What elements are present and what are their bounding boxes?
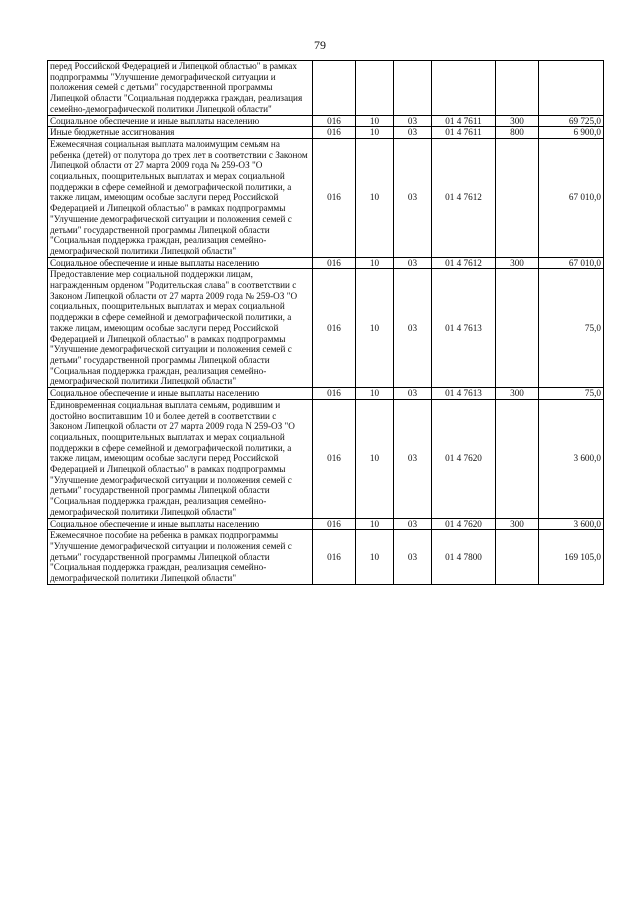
subsection-code-cell: 03: [394, 138, 432, 257]
ministry-code-cell: 016: [313, 138, 356, 257]
amount-cell: 75,0: [539, 388, 604, 400]
table-row: [48, 257, 604, 269]
expense-type-cell: 300: [496, 257, 539, 269]
row-name-cell: Социальное обеспечение и иные выплаты населению: [48, 518, 313, 530]
subsection-code-cell: 03: [394, 115, 432, 127]
expense-type-cell: [496, 138, 539, 257]
target-article-cell: [432, 61, 496, 116]
table-row: [48, 530, 604, 585]
expense-type-cell: [496, 61, 539, 116]
subsection-code-cell: 03: [394, 269, 432, 388]
ministry-code-cell: 016: [313, 115, 356, 127]
target-article-cell: 01 4 7612: [432, 138, 496, 257]
table-row: [48, 61, 604, 116]
ministry-code-cell: 016: [313, 269, 356, 388]
subsection-code-cell: [394, 61, 432, 116]
table-row: [48, 127, 604, 139]
table-row: [48, 388, 604, 400]
amount-cell: 69 725,0: [539, 115, 604, 127]
row-name-cell: Предоставление мер социальной поддержки лицам, награжденным орденом "Родительская слава" в соответствии с Законом Липецкой области от 27 марта 2009 года № 259-ОЗ "О социальных, поощрительных выплатах и мерах социальной поддержки в сфере семейной и демографической политики, а также лицам, имеющим особые заслуги перед Российской Федерацией и Липецкой областью" в рамках подпрограммы "Улучшение демографической ситуации и положения семей с детьми" государственной программы Липецкой области "Социальная поддержка граждан, реализация семейно-демографической политики Липецкой области": [48, 269, 313, 388]
expense-type-cell: [496, 399, 539, 518]
section-code-cell: 10: [356, 127, 394, 139]
target-article-cell: 01 4 7620: [432, 399, 496, 518]
ministry-code-cell: 016: [313, 399, 356, 518]
row-name-cell: Социальное обеспечение и иные выплаты населению: [48, 388, 313, 400]
expense-type-cell: 300: [496, 518, 539, 530]
section-code-cell: 10: [356, 518, 394, 530]
target-article-cell: 01 4 7613: [432, 269, 496, 388]
section-code-cell: 10: [356, 257, 394, 269]
row-name-cell: Ежемесячное пособие на ребенка в рамках подпрограммы "Улучшение демографической ситуации и положения семей с детьми" государственной программы Липецкой области "Социальная поддержка граждан, реализация семейно-демографической политики Липецкой области": [48, 530, 313, 585]
page-number: 79: [314, 38, 326, 52]
ministry-code-cell: [313, 61, 356, 116]
expense-type-cell: 300: [496, 115, 539, 127]
subsection-code-cell: 03: [394, 518, 432, 530]
amount-cell: 67 010,0: [539, 138, 604, 257]
target-article-cell: 01 4 7620: [432, 518, 496, 530]
table-row: [48, 518, 604, 530]
ministry-code-cell: 016: [313, 518, 356, 530]
expense-type-cell: [496, 530, 539, 585]
amount-cell: 3 600,0: [539, 399, 604, 518]
target-article-cell: 01 4 7613: [432, 388, 496, 400]
target-article-cell: 01 4 7800: [432, 530, 496, 585]
section-code-cell: 10: [356, 399, 394, 518]
section-code-cell: 10: [356, 388, 394, 400]
amount-cell: 169 105,0: [539, 530, 604, 585]
ministry-code-cell: 016: [313, 127, 356, 139]
row-name-cell: Социальное обеспечение и иные выплаты населению: [48, 115, 313, 127]
ministry-code-cell: 016: [313, 388, 356, 400]
target-article-cell: 01 4 7611: [432, 115, 496, 127]
row-name-cell: перед Российской Федерацией и Липецкой областью" в рамках подпрограммы "Улучшение демографической ситуации и положения семей с детьми" государственной программы Липецкой области "Социальная поддержка граждан, реализация семейно-демографической политики Липецкой области": [48, 61, 313, 116]
amount-cell: 67 010,0: [539, 257, 604, 269]
target-article-cell: 01 4 7612: [432, 257, 496, 269]
table-row: [48, 399, 604, 518]
expense-type-cell: 300: [496, 388, 539, 400]
target-article-cell: 01 4 7611: [432, 127, 496, 139]
subsection-code-cell: 03: [394, 257, 432, 269]
section-code-cell: 10: [356, 115, 394, 127]
amount-cell: 3 600,0: [539, 518, 604, 530]
expense-type-cell: 800: [496, 127, 539, 139]
section-code-cell: 10: [356, 138, 394, 257]
section-code-cell: 10: [356, 530, 394, 585]
table-row: [48, 115, 604, 127]
subsection-code-cell: 03: [394, 127, 432, 139]
row-name-cell: Иные бюджетные ассигнования: [48, 127, 313, 139]
section-code-cell: [356, 61, 394, 116]
subsection-code-cell: 03: [394, 399, 432, 518]
row-name-cell: Ежемесячная социальная выплата малоимущим семьям на ребенка (детей) от полутора до трех лет в соответствии с Законом Липецкой области от 27 марта 2009 года № 259-ОЗ "О социальных, поощрительных выплатах и мерах социальной поддержки в сфере семейной и демографической политики, а также лицам, имеющим особые заслуги перед Российской Федерацией и Липецкой областью" в рамках подпрограммы "Улучшение демографической ситуации и положения семей с детьми" государственной программы Липецкой области "Социальная поддержка граждан, реализация семейно-демографической политики Липецкой области": [48, 138, 313, 257]
section-code-cell: 10: [356, 269, 394, 388]
table-row: [48, 138, 604, 257]
ministry-code-cell: 016: [313, 530, 356, 585]
amount-cell: 6 900,0: [539, 127, 604, 139]
amount-cell: [539, 61, 604, 116]
row-name-cell: Социальное обеспечение и иные выплаты населению: [48, 257, 313, 269]
ministry-code-cell: 016: [313, 257, 356, 269]
table-row: [48, 269, 604, 388]
row-name-cell: Единовременная социальная выплата семьям, родившим и достойно воспитавшим 10 и более детей в соответствии с Законом Липецкой области от 27 марта 2009 года N 259-ОЗ "О социальных, поощрительных выплатах и мерах социальной поддержки в сфере семейной и демографической политики, а также лицам, имеющим особые заслуги перед Российской Федерацией и Липецкой областью" в рамках подпрограммы "Улучшение демографической ситуации и положения семей с детьми" государственной программы Липецкой области "Социальная поддержка граждан, реализация семейно-демографической политики Липецкой области": [48, 399, 313, 518]
expense-type-cell: [496, 269, 539, 388]
subsection-code-cell: 03: [394, 530, 432, 585]
amount-cell: 75,0: [539, 269, 604, 388]
subsection-code-cell: 03: [394, 388, 432, 400]
budget-table: [47, 60, 604, 585]
